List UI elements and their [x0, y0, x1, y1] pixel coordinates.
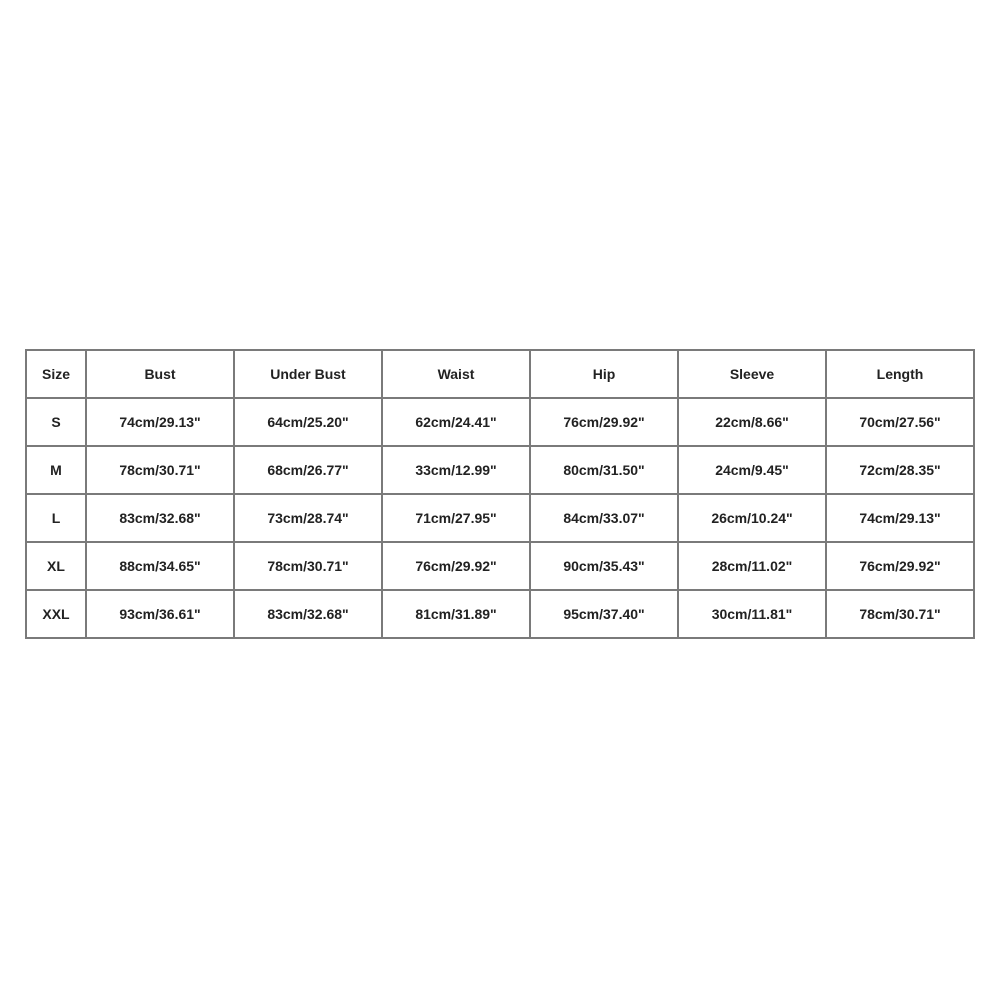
table-row	[26, 446, 974, 494]
header-bust: Bust	[86, 350, 234, 398]
cell-sleeve: 26cm/10.24"	[678, 494, 826, 542]
cell-bust: 88cm/34.65"	[86, 542, 234, 590]
cell-sleeve: 22cm/8.66"	[678, 398, 826, 446]
cell-under-bust: 83cm/32.68"	[234, 590, 382, 638]
cell-size: XL	[26, 542, 86, 590]
cell-length: 74cm/29.13"	[826, 494, 974, 542]
table-row	[26, 590, 974, 638]
cell-bust: 93cm/36.61"	[86, 590, 234, 638]
cell-under-bust: 73cm/28.74"	[234, 494, 382, 542]
cell-bust: 74cm/29.13"	[86, 398, 234, 446]
cell-size: XXL	[26, 590, 86, 638]
table-row	[26, 494, 974, 542]
cell-bust: 78cm/30.71"	[86, 446, 234, 494]
cell-waist: 62cm/24.41"	[382, 398, 530, 446]
cell-length: 70cm/27.56"	[826, 398, 974, 446]
header-sleeve: Sleeve	[678, 350, 826, 398]
table-header-row	[26, 350, 974, 398]
table-row	[26, 398, 974, 446]
cell-bust: 83cm/32.68"	[86, 494, 234, 542]
table-row	[26, 542, 974, 590]
header-waist: Waist	[382, 350, 530, 398]
cell-hip: 80cm/31.50"	[530, 446, 678, 494]
cell-under-bust: 64cm/25.20"	[234, 398, 382, 446]
header-under-bust: Under Bust	[234, 350, 382, 398]
header-length: Length	[826, 350, 974, 398]
size-chart-table	[25, 349, 975, 639]
header-hip: Hip	[530, 350, 678, 398]
cell-length: 76cm/29.92"	[826, 542, 974, 590]
cell-hip: 95cm/37.40"	[530, 590, 678, 638]
cell-under-bust: 78cm/30.71"	[234, 542, 382, 590]
header-size: Size	[26, 350, 86, 398]
cell-hip: 84cm/33.07"	[530, 494, 678, 542]
cell-size: L	[26, 494, 86, 542]
cell-length: 78cm/30.71"	[826, 590, 974, 638]
cell-sleeve: 28cm/11.02"	[678, 542, 826, 590]
cell-length: 72cm/28.35"	[826, 446, 974, 494]
cell-sleeve: 24cm/9.45"	[678, 446, 826, 494]
cell-sleeve: 30cm/11.81"	[678, 590, 826, 638]
cell-waist: 76cm/29.92"	[382, 542, 530, 590]
cell-size: M	[26, 446, 86, 494]
cell-waist: 33cm/12.99"	[382, 446, 530, 494]
cell-size: S	[26, 398, 86, 446]
cell-waist: 81cm/31.89"	[382, 590, 530, 638]
cell-waist: 71cm/27.95"	[382, 494, 530, 542]
cell-hip: 90cm/35.43"	[530, 542, 678, 590]
cell-hip: 76cm/29.92"	[530, 398, 678, 446]
cell-under-bust: 68cm/26.77"	[234, 446, 382, 494]
